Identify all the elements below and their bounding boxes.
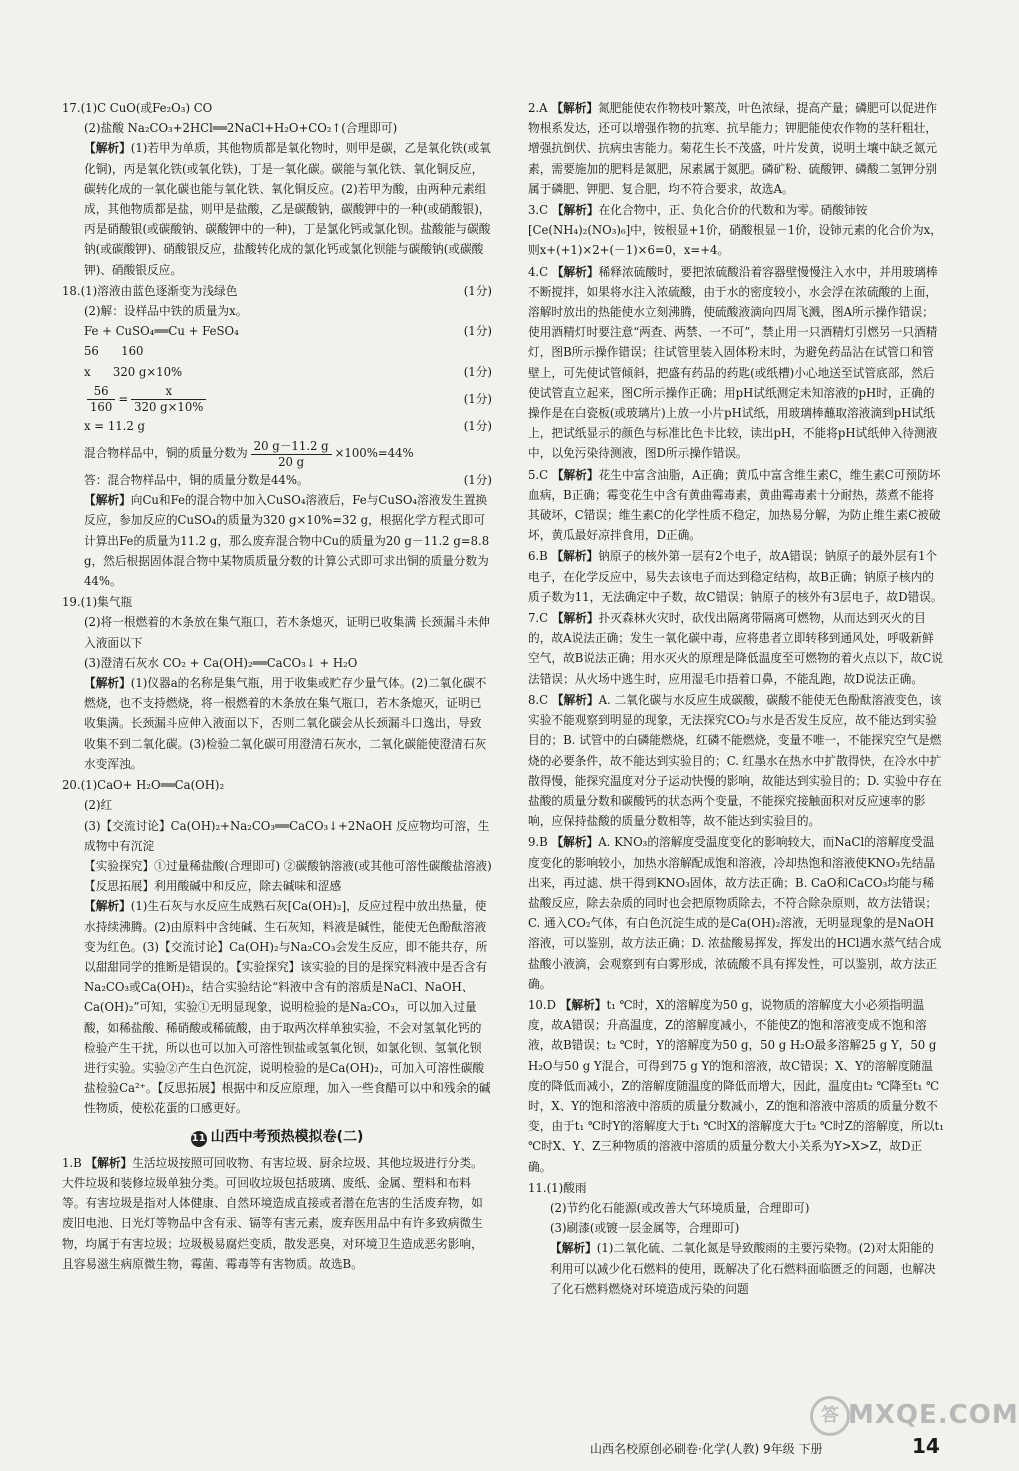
answer-line: 【实验探究】①过量稀盐酸(合理即可) ②碳酸钠溶液(或其他可溶性碳酸盐溶液): [84, 858, 492, 873]
answer-choice: C: [539, 692, 549, 707]
analysis-text: (1)仪器a的名称是集气瓶，用于收集或贮存少量气体。(2)二氧化碳不燃烧，也不支持燃烧，将一根燃着的木条放在集气瓶口，若木条熄灭，证明已收集满。长颈漏斗应伸入液面以下，否则二氧化碳会从长颈漏斗口逸出，导致收集不到二氧化碳。(3)检验二氧化碳可用澄清石灰水，二氧化碳能使澄清石灰水变浑浊。: [84, 676, 487, 771]
analysis-text: 稀释浓硫酸时，要把浓硫酸沿着容器壁慢慢注入水中，并用玻璃棒不断搅拌，如果将水注入浓硫酸，由于水的密度较小，水会浮在浓硫酸的上面，溶解时放出的热能使水立刻沸腾，使硫酸液滴向四周飞溅，图A所示操作错误；使用酒精灯时要注意“两查、两禁、一不可”，禁止用一只酒精灯引燃另一只酒精灯，图B所示操作错误；往试管里装入固体粉末时，为避免药品沾在试管口和管壁上，可先使试管倾斜，把盛有药品的药匙(或纸槽)小心地送至试管底部，然后使试管直立起来，图C所示操作正确；用pH试纸测定未知溶液的pH时，正确的操作是在白瓷板(或玻璃片)上放一小片pH试纸，用玻璃棒蘸取溶液滴到pH试纸上，把试纸显示的颜色与标准比色卡比较，读出pH，不能将pH试纸伸入待测液中，以免污染待测液，图D所示操作错误。: [528, 264, 938, 461]
answer-choice: D: [546, 997, 556, 1012]
page-footer: 山西名校原创必刷卷·化学(人教) 9年级 下册: [590, 1442, 823, 1456]
fraction: $\frac{56}{160}$: [87, 384, 115, 415]
answer-line: (1)C CuO(或Fe₂O₃) CO: [80, 101, 213, 115]
score-mark: (1分): [463, 283, 492, 298]
fraction: $\frac{20 g-11.2 g}{20 g}$: [251, 439, 332, 470]
analysis-text: A. KNO₃的溶解度受温度变化的影响较大，而NaCl的溶解度受温度变化的影响较小，加热水溶解配成饱和溶液，冷却热饱和溶液使KNO₃先结晶出来，再过滤、烘干得到KNO₃固体，故方法正确；B. CaO和CaCO₃均能与稀盐酸反应，除去杂质的同时也会把原物质除去，不符合除杂原则，故方法错误；C. 通入CO₂气体，有白色沉淀生成的是Ca(OH)₂溶液，无明显现象的是NaOH溶液，可以鉴别，故方法正确；D. 浓盐酸易挥发，挥发出的HCl遇水蒸气结合成盐酸小液滴，会观察到有白雾形成，浓硫酸不具有挥发性，可以鉴别，故方法正确。: [528, 835, 942, 991]
answer-line: (1)CaO+ H₂O══Ca(OH)₂: [80, 778, 225, 793]
question-4: [528, 262, 944, 464]
question-number: 2.: [528, 101, 540, 115]
score-mark: (1分): [463, 418, 492, 433]
analysis-tag: 【解析】: [84, 493, 131, 508]
analysis-text: 钠原子的核外第一层有2个电子，故A错误；钠原子的最外层有1个电子，在化学反应中，易失去该电子而达到稳定结构，故B正确；钠原子核内的质子数为11，无法确定中子数，故C错误；钠原子的核外有3层电子，故D错误。: [528, 549, 943, 604]
question-number: 17.: [62, 101, 81, 115]
analysis-text: (1)二氧化硫、二氧化氮是导致酸雨的主要污染物。(2)对太阳能的利用可以减少化石燃料的使用，既解决了化石燃料面临匮乏的问题，也解决了化石燃料燃烧对环境造成污染的问题: [550, 1241, 936, 1296]
question-3: [528, 200, 944, 261]
analysis-tag: 【解析】: [84, 676, 131, 691]
score-mark: (1分): [463, 364, 492, 379]
analysis-tag: 【解析】: [559, 997, 607, 1012]
question-8: [528, 690, 944, 831]
answer-line: (3)澄清石灰水 CO₂ + Ca(OH)₂══CaCO₃↓ + H₂O: [84, 655, 358, 670]
question-number: 10.: [528, 997, 547, 1012]
analysis-text: 在化合物中，正、负化合价的代数和为零。硝酸铈铵[Ce(NH₄)₂(NO₃)₆]中，铵根显+1价，硝酸根显－1价，设铈元素的化合价为x，则x+(+1)×2+(－1)×6=0，x=+4。: [528, 203, 942, 258]
answer-choice: B: [539, 549, 548, 564]
question-number: 18.: [62, 283, 81, 298]
analysis-tag: 【解析】: [551, 835, 599, 850]
answer-line: (1)溶液由蓝色逐渐变为浅绿色: [80, 283, 238, 298]
question-number: 5.: [528, 467, 540, 482]
answer-choice: C: [539, 203, 549, 218]
analysis-text: 扑灭森林火灾时，砍伐出隔离带隔离可燃物，从而达到灭火的目的，故A说法正确；发生一氧化碳中毒，应将患者立即转移到通风处，呼吸新鲜空气，故B说法正确；用水灭火的原理是降低温度至可燃物的着火点以下，故C说法错误；从火场中逃生时，应用湿毛巾捂着口鼻，不能乱跑，故D说法正确。: [528, 611, 943, 686]
analysis-tag: 【解析】: [551, 203, 599, 218]
analysis-tag: 【解析】: [551, 549, 599, 564]
answer-line: 答：混合物样品中，铜的质量分数是44%。: [84, 473, 309, 488]
question-9: [528, 832, 944, 994]
answer-choice: A: [539, 101, 548, 115]
answer-line: (2)节约化石能源(或改善大气环境质量，合理即可): [550, 1200, 810, 1215]
right-column: [528, 98, 944, 1300]
analysis-tag: 【解析】: [551, 101, 599, 115]
analysis-text: 花生中富含油脂，A正确；黄瓜中富含维生素C，维生素C可预防坏血病，B正确；霉变花生中含有黄曲霉毒素，黄曲霉毒素十分耐热，蒸煮不能将其破坏，C错误；维生素C的化学性质不稳定，加热易分解，为防止维生素C被破坏，黄瓜最好凉拌食用，D正确。: [528, 467, 941, 543]
answer-line: (2)盐酸 Na₂CO₃+2HCl══2NaCl+H₂O+CO₂↑(合理即可): [84, 121, 398, 136]
analysis-tag: 【解析】: [551, 611, 599, 626]
question-2: [528, 98, 944, 199]
left-column: [62, 98, 492, 1275]
answer-choice: B: [73, 1155, 82, 1170]
analysis-tag: 【解析】: [85, 1155, 133, 1170]
section-title: 山西中考预热模拟卷(二): [210, 1128, 364, 1145]
analysis-tag: 【解析】: [551, 467, 599, 482]
analysis-tag: 【解析】: [551, 264, 599, 279]
page-number: 14: [912, 1434, 940, 1458]
answer-choice: C: [539, 467, 549, 482]
question-10: [528, 995, 944, 1177]
section-heading: [62, 1127, 492, 1147]
equation-values: x 320 g×10%: [84, 364, 183, 379]
question-number: 8.: [528, 692, 540, 707]
answer-choice: B: [539, 835, 548, 850]
question-number: 1.: [62, 1155, 74, 1170]
equation: Fe + CuSO₄══Cu + FeSO₄: [84, 324, 239, 339]
question-number: 19.: [62, 595, 81, 610]
result-line: x = 11.2 g: [84, 418, 146, 433]
answer-line: (1)酸雨: [546, 1180, 587, 1195]
question-number: 3.: [528, 203, 540, 218]
question-1: [62, 1153, 492, 1274]
question-20: [62, 775, 492, 1118]
question-number: 9.: [528, 835, 540, 850]
question-6: [528, 546, 944, 607]
question-number: 6.: [528, 549, 540, 564]
calc-prefix: 混合物样品中，铜的质量分数为: [84, 446, 248, 461]
score-mark: (1分): [463, 391, 492, 406]
answer-line: (3)【交流讨论】Ca(OH)₂+Na₂CO₃══CaCO₃↓+2NaOH 反应物均可溶，生成物中有沉淀: [84, 818, 490, 853]
answer-choice: C: [539, 264, 549, 279]
question-number: 7.: [528, 611, 540, 626]
question-7: [528, 608, 944, 689]
question-number: 11.: [528, 1180, 547, 1195]
analysis-tag: 【解析】: [84, 899, 131, 914]
answer-line: (2)解：设样品中铁的质量为x。: [84, 304, 248, 319]
analysis-tag: 【解析】: [550, 1241, 597, 1256]
score-mark: (1分): [463, 324, 492, 339]
question-17: [62, 98, 492, 280]
answer-line: (1)集气瓶: [80, 595, 133, 610]
score-mark: (1分): [463, 473, 492, 488]
equation-ratio: 56 160: [84, 344, 144, 359]
section-badge: 11: [191, 1131, 207, 1147]
answer-line: (2)红: [84, 798, 113, 813]
analysis-tag: 【解析】: [551, 692, 599, 707]
question-number: 4.: [528, 264, 540, 279]
answer-line: 【反思拓展】利用酸碱中和反应，除去碱味和涩感: [84, 879, 342, 894]
equals-sign: =: [118, 391, 129, 406]
question-11: [528, 1178, 944, 1299]
analysis-text: (1)若甲为单质，其他物质都是氧化物时，则甲是碳，乙是氧化铁(或氧化铜)，丙是氧化铁(或氧化铁)，丁是一氧化碳。碳能与氧化铁、氧化铜反应，碳转化成的一氧化碳也能与氧化铁、氧化铜反应。(2)若甲为酸，由两种元素组成，其他物质都是盐，则甲是盐酸，乙是碳酸钠，碳酸钾中的一种(或硝酸银)，丙是硝酸银(或碳酸钠、碳酸钾中的一种)，丁是氯化钙或氯化钡。盐酸能与碳酸钠(或碳酸钾)、硝酸银反应，盐酸转化成的氯化钙或氯化钡能与碳酸钠(或碳酸钾)、硝酸银反应。: [84, 141, 491, 277]
analysis-text: 生活垃圾按照可回收物、有害垃圾、厨余垃圾、其他垃圾进行分类。大件垃圾和装修垃圾单独分类。可回收垃圾包括玻璃、废纸、金属、塑料和布料等。有害垃圾是指对人体健康、自然环境造成直接或者潜在危害的生活废弃物，如废旧电池、日光灯等物品中含有汞、镉等有害元素，废弃医用品中有许多致病微生物，均属于有害垃圾；垃圾极易腐烂变质，散发恶臭，对环境卫生造成恶劣影响，且容易滋生病原微生物，霉菌、霉毒等有害物质。故选B。: [62, 1155, 483, 1271]
analysis-text: A. 二氧化碳与水反应生成碳酸，碳酸不能使无色酚酞溶液变色，该实验不能观察到明显的现象，无法探究CO₂与水是否发生反应，故不能达到实验目的；B. 试管中的白磷能燃烧，红磷不能燃烧，变量不唯一，不能探究空气是燃烧的必要条件，故不能达到实验目的；C. 红墨水在热水中扩散得快，在冷水中扩散得慢，能探究温度对分子运动快慢的影响，故能达到实验目的；D. 实验中存在盐酸的质量分数和碳酸钙的状态两个变量，不能探究接触面积对反应速率的影响，应保持盐酸的质量分数相等，故不能达到实验目的。: [528, 692, 942, 829]
question-19: [62, 592, 492, 774]
question-number: 20.: [62, 778, 81, 793]
analysis-text: 氮肥能使农作物枝叶繁茂，叶色浓绿，提高产量；磷肥可以促进作物根系发达，还可以增强作物的抗寒、抗旱能力；钾肥能使农作物的茎秆粗壮，增强抗倒伏、抗病虫害能力。菊花生长不茂盛，叶片发黄，说明土壤中缺乏氮元素，需要施加的肥料是氮肥，尿素属于氮肥。磷矿粉、硫酸钾、磷酸二氢钾分别属于磷肥、钾肥、复合肥，均不符合要求，故选A。: [528, 101, 938, 196]
fraction: $\frac{x}{320 g\times 10\%}$: [131, 384, 206, 415]
analysis-text: (1)生石灰与水反应生成熟石灰[Ca(OH)₂]，反应过程中放出热量，使水持续沸腾。(2)由原料中含纯碱、生石灰知，料液是碱性，能使无色酚酞溶液变为红色。(3)【交流讨论】Ca(OH)₂与Na₂CO₃会发生反应，即不能共存，所以甜甜同学的推断是错误的。【实验探究】该实验的目的是探究料液中是否含有Na₂CO₃或Ca(OH)₂，结合实验结论“料液中含有的溶质是NaCl、NaOH、Ca(OH)₂”可知，实验①无明显现象，说明检验的是Na₂CO₃，可以加入过量酸，如稀盐酸、稀硝酸或稀硫酸，由于取两次样单独实验，不会对氢氧化钙的检验产生干扰，所以也可以加入可溶性钡盐或氢氧化钡，如氯化钡、氢氧化钡进行实验。实验②产生白色沉淀，说明检验的是Ca(OH)₂，可加入可溶性碳酸盐检验Ca²⁺。【反思拓展】根据中和反应原理，加入一些食醋可以中和残余的碱性物质，使松花蛋的口感更好。: [84, 899, 491, 1116]
analysis-tag: 【解析】: [84, 141, 131, 156]
watermark-text: MXQE.COM: [848, 1400, 1019, 1430]
answer-choice: C: [539, 611, 549, 626]
answer-line: (3)刷漆(或镀一层金属等，合理即可): [550, 1221, 740, 1236]
watermark-logo: 答: [810, 1396, 850, 1436]
question-18: [62, 281, 492, 591]
analysis-text: t₁ ℃时，X的溶解度为50 g，说物质的溶解度大小必须指明温度，故A错误；升高温度，Z的溶解度减小，不能使Z的饱和溶液变成不饱和溶液，故B错误；t₂ ℃时，Y的溶解度为50 g，50 g H₂O最多溶解25 g Y，50 g H₂O与50 g Y混合，可得到75 g Y的饱和溶液，故C错误；X、Y的溶解度随温度的降低而减小，Z的溶解度随温度的降低而增大，因此，温度由t₂ ℃降至t₁ ℃时，X、Y的饱和溶液中溶质的质量分数减小，Z的饱和溶液中溶质的质量分数不变，由于t₁ ℃时Y的溶解度大于t₁ ℃时X的溶解度大于t₂ ℃时Z的溶解度，所以t₁ ℃时X、Y、Z三种物质的溶液中溶质的质量分数大小关系为Y>X>Z，故D正确。: [528, 997, 944, 1174]
analysis-text: 向Cu和Fe的混合物中加入CuSO₄溶液后，Fe与CuSO₄溶液发生置换反应，参加反应的CuSO₄的质量为320 g×10%=32 g，根据化学方程式即可计算出Fe的质量为11.2 g，那么废弃混合物中Cu的质量为20 g－11.2 g=8.8 g，然后根据固体混合物中某物质质量分数的计算公式即可求出铜的质量分数为44%。: [84, 493, 490, 589]
answer-line: (2)将一根燃着的木条放在集气瓶口，若木条熄灭，证明已收集满 长颈漏斗未伸入液面以下: [84, 615, 490, 650]
question-5: [528, 465, 944, 546]
calc-suffix: ×100%=44%: [334, 446, 414, 461]
